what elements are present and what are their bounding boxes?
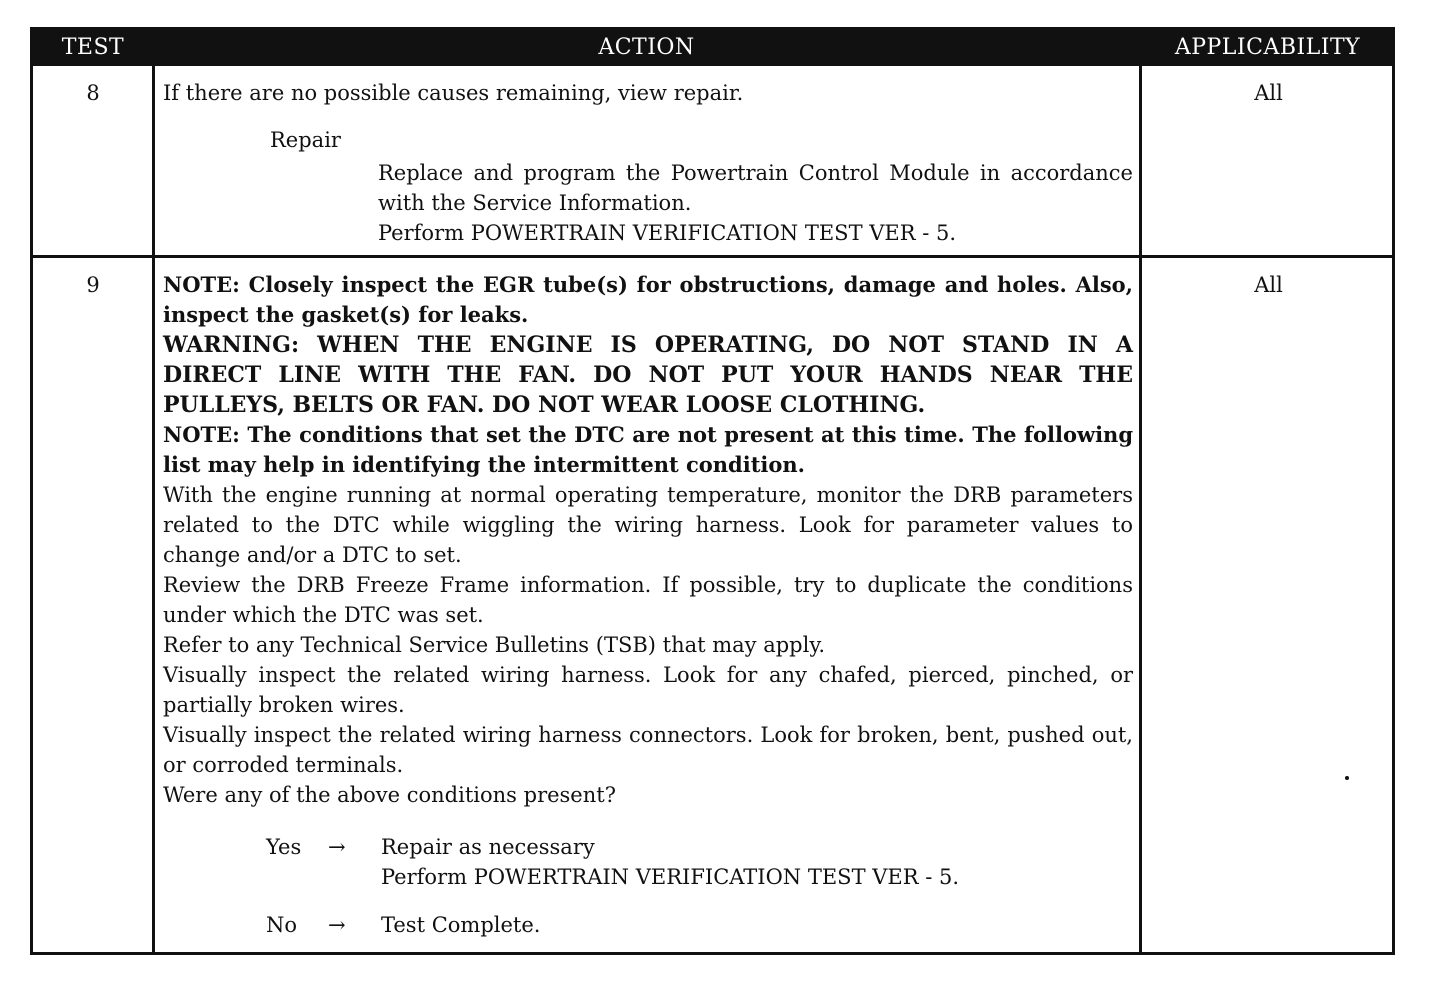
column-divider xyxy=(152,66,155,952)
no-result: Test Complete. xyxy=(381,913,541,937)
action-body xyxy=(163,270,1133,810)
instruction-paragraph: Refer to any Technical Service Bulletins (TSB) that may apply. xyxy=(163,633,826,657)
note-egr: NOTE: Closely inspect the EGR tube(s) for obstructions, damage and holes. Also, inspect the gasket(s) for leaks. xyxy=(163,272,1133,327)
test-procedure-table xyxy=(30,27,1395,955)
yes-label: Yes xyxy=(266,835,302,859)
note-conditions: NOTE: The conditions that set the DTC are not present at this time. The following list may help in identifying the intermittent condition. xyxy=(163,422,1133,477)
yes-branch xyxy=(266,832,1126,892)
no-label: No xyxy=(266,913,298,937)
test-number: 8 xyxy=(86,81,100,105)
arrow-icon: → xyxy=(328,835,346,859)
column-divider xyxy=(1139,66,1142,952)
stray-mark xyxy=(1345,776,1349,780)
applicability-value: All xyxy=(1254,81,1283,105)
repair-description: Replace and program the Powertrain Control Module in accordance with the Service Information. xyxy=(378,161,1133,215)
instruction-paragraph: Visually inspect the related wiring harness. Look for any chafed, pierced, pinched, or partially broken wires. xyxy=(163,663,1133,717)
no-branch xyxy=(266,910,1126,940)
header-action: ACTION xyxy=(598,35,695,60)
repair-label: Repair xyxy=(270,128,341,152)
header-applicability: APPLICABILITY xyxy=(1174,35,1361,60)
test-number: 9 xyxy=(86,273,100,297)
row-divider xyxy=(33,255,1392,258)
table-header xyxy=(33,30,1392,66)
yes-result: Repair as necessary xyxy=(381,835,595,859)
applicability-value: All xyxy=(1254,273,1283,297)
instruction-paragraph: Visually inspect the related wiring harness connectors. Look for broken, bent, pushed out, or corroded terminals. xyxy=(163,723,1133,777)
arrow-icon: → xyxy=(328,913,346,937)
repair-text xyxy=(378,158,1133,248)
instruction-paragraph: Review the DRB Freeze Frame information. If possible, try to duplicate the conditions under which the DTC was set. xyxy=(163,573,1133,627)
header-test: TEST xyxy=(61,35,125,60)
repair-perform: Perform POWERTRAIN VERIFICATION TEST VER - 5. xyxy=(378,221,957,245)
question-text: Were any of the above conditions present? xyxy=(163,783,616,807)
instruction-paragraph: With the engine running at normal operating temperature, monitor the DRB parameters related to the DTC while wiggling the wiring harness. Look for parameter values to change and/or a DTC to set. xyxy=(163,483,1133,567)
action-intro: If there are no possible causes remaining, view repair. xyxy=(163,81,744,105)
warning-text: WARNING: WHEN THE ENGINE IS OPERATING, DO NOT STAND IN A DIRECT LINE WITH THE FAN. DO NOT PUT YOUR HANDS NEAR THE PULLEYS, BELTS OR FAN. DO NOT WEAR LOOSE CLOTHING. xyxy=(163,332,1133,418)
yes-perform: Perform POWERTRAIN VERIFICATION TEST VER - 5. xyxy=(381,865,960,889)
